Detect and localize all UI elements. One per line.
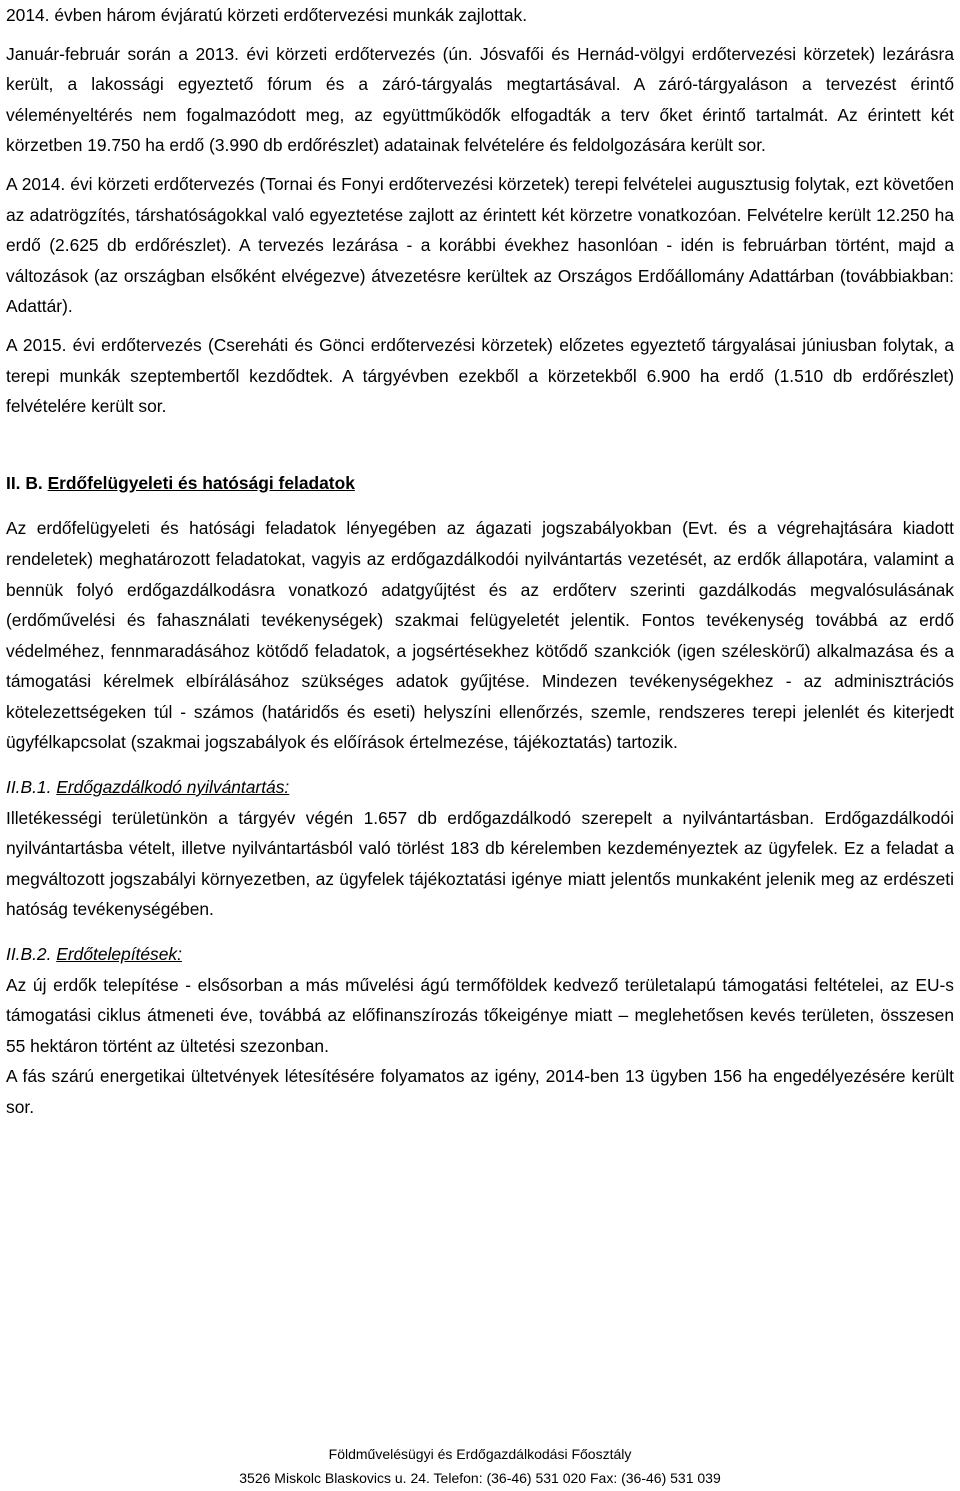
paragraph-registry: Illetékességi területünkön a tárgyév végén 1.657 db erdőgazdálkodó szerepelt a nyilvántartásban. Erdőgazdálkodói nyilvántartásba vételt, illetve nyilvántartásból való törlést 183 db kérelemben kezdeményeztek az ügyfelek. Ez a feladat a megváltozott jogszabályi környezetben, az ügyfelek tájékoztatási igénye miatt jelentős munkaként jelenik meg az erdészeti hatóság tevékenységében. [6, 807, 954, 920]
paragraph-energy-plantations: A fás szárú energetikai ültetvények létesítésére folyamatos az igény, 2014-ben 13 ügyben 156 ha engedélyezésére került sor. [6, 1066, 954, 1117]
subsection-heading-afforestation [6, 939, 954, 970]
paragraph-2014-planning: A 2014. évi körzeti erdőtervezés (Tornai és Fonyi erdőtervezési körzetek) terepi felvételei augusztusig folytak, ezt követően az adatrögzítés, társhatóságokkal való egyeztetése zajlott az érintett két körzetre vonatkozóan. Felvételre került 12.250 ha erdő (2.625 db erdőrészlet). A tervezés lezárása - a korábbi évekhez hasonlóan - idén is februárban történt, majd a változások (az országban elsőként elvégezve) átvezetésre kerültek az Országos Erdőállomány Adattárban (továbbiakban: Adattár). [6, 173, 954, 317]
paragraph-supervision: Az erdőfelügyeleti és hatósági feladatok lényegében az ágazati jogszabályokban (Evt. és a végrehajtására kiadott rendeletek) meghatározott feladatokat, vagyis az erdőgazdálkodói nyilvántartás vezetését, az erdők állapotára, valamint a bennük folyó erdőgazdálkodásra vonatkozó adatgyűjtést és az erdőterv szerinti gazdálkodás megvalósulásának (erdőművelési és fahasználati tevékenységek) szakmai felügyeletét jelentik. Fontos tevékenység továbbá az erdő védelméhez, fennmaradásához kötődő feladatok, a jogsértésekhez kötődő szankciók (igen széleskörű) alkalmazása és a támogatási kérelmek elbírálásához szükséges adatok gyűjtése. Mindezen tevékenységekhez - az adminisztrációs kötelezettségeken túl - számos (határidős és eseti) helyszíni ellenőrzés, szemle, rendszeres terepi jelenlét és kiterjedt ügyfélkapcsolat (szakmai jogszabályok és előírások értelmezése, tájékoztatás) tartozik. [6, 518, 954, 753]
footer-address: 3526 Miskolc Blaskovics u. 24. Telefon: (36-46) 531 020 Fax: (36-46) 531 039 [239, 1470, 721, 1486]
footer-organization: Földművelésügyi és Erdőgazdálkodási Főosztály [328, 1446, 632, 1462]
paragraph-2013-planning: Január-február során a 2013. évi körzeti erdőtervezés (ún. Jósvafői és Hernád-völgyi erdőtervezési körzetek) lezárásra került, a lakossági egyeztető fórum és a záró-tárgyalás megtartásával. A záró-tárgyaláson a tervezést érintő véleményeltérés nem fogalmazódott meg, az együttműködők elfogadták a terv őket érintő tartalmát. Az érintett két körzetben 19.750 ha erdő (3.990 db erdőrészlet) adatainak felvételére és feldolgozására került sor. [6, 43, 954, 156]
subsection-afforestation-title: Erdőtelepítések: [56, 944, 182, 965]
subsection-registry-prefix: II.B.1. [6, 777, 57, 798]
paragraph-afforestation: Az új erdők telepítése - elsősorban a más művelési ágú termőföldek kedvező területalapú támogatási feltételei, az EU-s támogatási ciklus átmeneti éve, továbbá az előfinanszírozás tőkeigénye miatt – meglehetősen kevés területen, összesen 55 hektáron történt az ültetési szezonban. [6, 974, 954, 1056]
subsection-heading-registry [6, 772, 954, 803]
subsection-afforestation-prefix: II.B.2. [6, 944, 57, 965]
document-body [6, 0, 954, 1123]
section-heading [6, 468, 954, 499]
subsection-registry-title: Erdőgazdálkodó nyilvántartás: [56, 777, 290, 798]
section-heading-title: Erdőfelügyeleti és hatósági feladatok [47, 472, 355, 493]
section-heading-prefix: II. B. [6, 472, 48, 493]
paragraph-intro: 2014. évben három évjáratú körzeti erdőtervezési munkák zajlottak. [6, 5, 528, 25]
paragraph-2015-planning: A 2015. évi erdőtervezés (Csereháti és Gönci erdőtervezési körzetek) előzetes egyeztető tárgyalásai júniusban folytak, a terepi munkák szeptembertől kezdődtek. A tárgyévben ezekből a körzetekből 6.900 ha erdő (1.510 db erdőrészlet) felvételére került sor. [6, 334, 954, 417]
